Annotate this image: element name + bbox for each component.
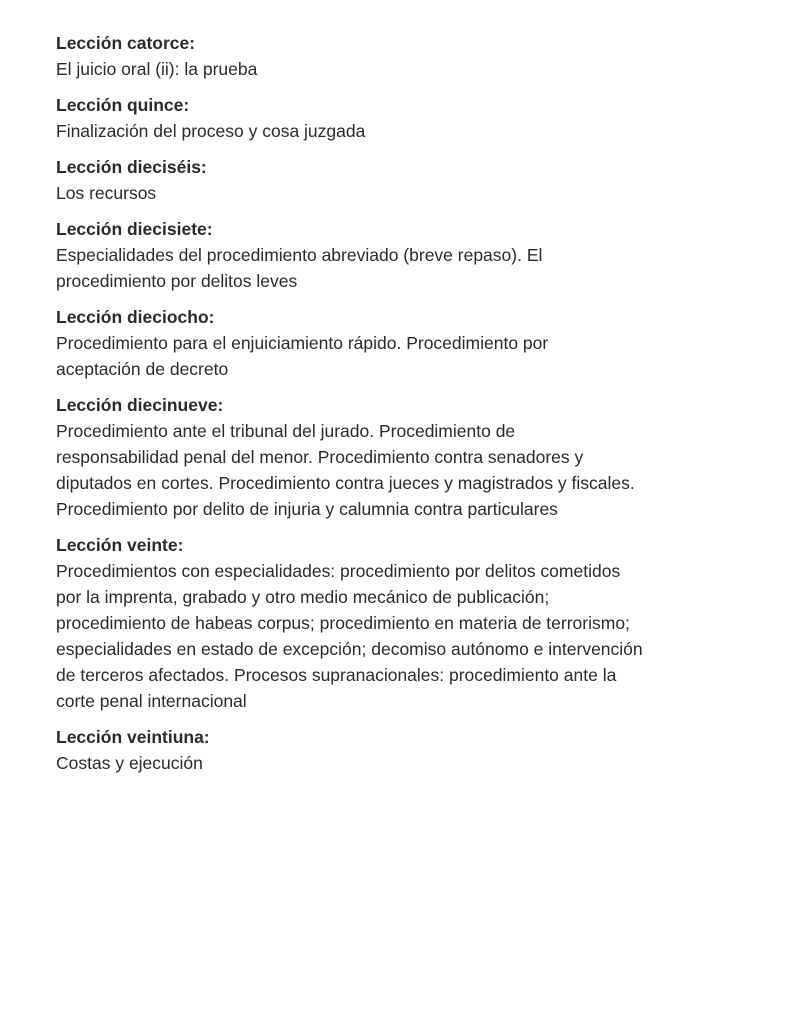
lesson-description-line: diputados en cortes. Procedimiento contra jueces y magistrados y fiscales.: [56, 473, 635, 493]
lesson-title: Lección dieciséis:: [56, 157, 207, 177]
lesson-description-line: aceptación de decreto: [56, 359, 229, 379]
lesson-17: [56, 216, 746, 294]
lesson-15: [56, 92, 746, 144]
lesson-title: Lección catorce:: [56, 33, 196, 53]
lesson-title: Lección veinte:: [56, 535, 184, 555]
lesson-description-line: responsabilidad penal del menor. Procedimiento contra senadores y: [56, 447, 584, 467]
lesson-description-line: Costas y ejecución: [56, 753, 203, 773]
lesson-description-line: Procedimiento para el enjuiciamiento rápido. Procedimiento por: [56, 333, 549, 353]
lesson-title: Lección veintiuna:: [56, 727, 210, 747]
lesson-description-line: de terceros afectados. Procesos supranacionales: procedimiento ante la: [56, 665, 617, 685]
lesson-16: [56, 154, 746, 206]
lesson-description-line: Los recursos: [56, 183, 157, 203]
document-page: [56, 30, 746, 786]
lesson-description-line: procedimiento de habeas corpus; procedimiento en materia de terrorismo;: [56, 613, 630, 633]
lesson-title: Lección dieciocho:: [56, 307, 215, 327]
lesson-20: [56, 532, 746, 714]
lesson-title: Lección quince:: [56, 95, 190, 115]
lesson-title: Lección diecisiete:: [56, 219, 213, 239]
lesson-title: Lección diecinueve:: [56, 395, 224, 415]
lesson-description-line: Finalización del proceso y cosa juzgada: [56, 121, 366, 141]
lesson-description-line: Especialidades del procedimiento abreviado (breve repaso). El: [56, 245, 543, 265]
lesson-description-line: especialidades en estado de excepción; decomiso autónomo e intervención: [56, 639, 643, 659]
lesson-description-line: corte penal internacional: [56, 691, 247, 711]
lesson-description-line: Procedimiento ante el tribunal del jurado. Procedimiento de: [56, 421, 516, 441]
lesson-19: [56, 392, 746, 522]
lesson-description-line: procedimiento por delitos leves: [56, 271, 298, 291]
lesson-description-line: Procedimiento por delito de injuria y calumnia contra particulares: [56, 499, 558, 519]
lesson-21: [56, 724, 746, 776]
lesson-14: [56, 30, 746, 82]
lesson-description-line: El juicio oral (ii): la prueba: [56, 59, 258, 79]
lesson-description-line: por la imprenta, grabado y otro medio mecánico de publicación;: [56, 587, 550, 607]
lesson-18: [56, 304, 746, 382]
lesson-description-line: Procedimientos con especialidades: procedimiento por delitos cometidos: [56, 561, 621, 581]
